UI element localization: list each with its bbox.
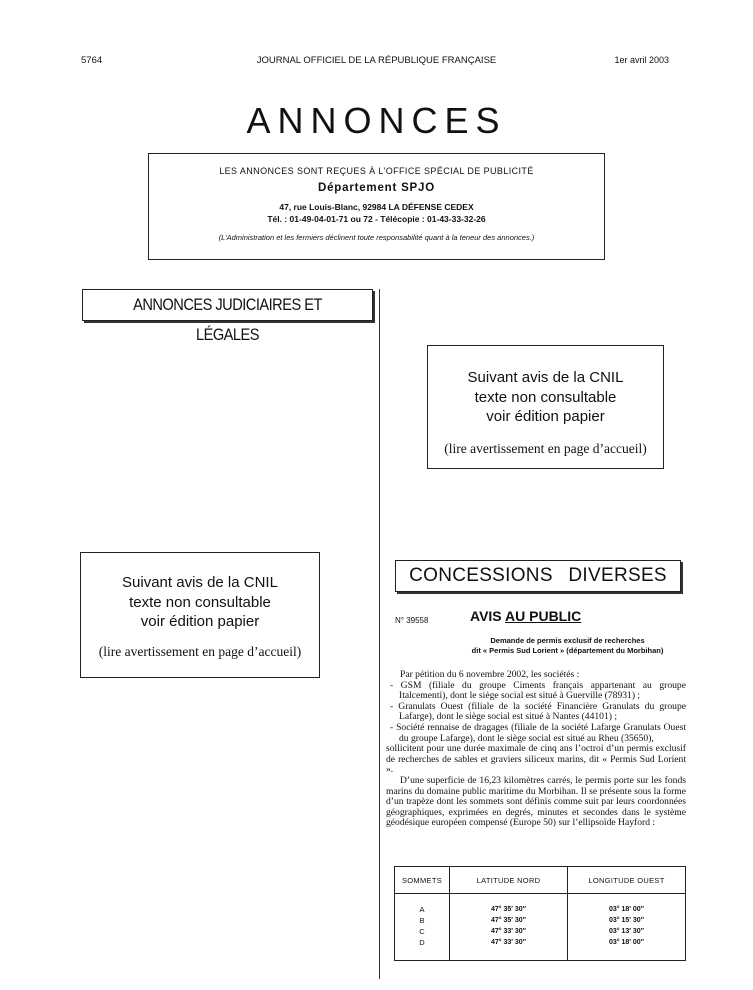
latitude-cell: 47° 35′ 30″: [490, 917, 527, 924]
concessions-title-word-1: CONCESSIONS: [409, 565, 553, 586]
table-row: [395, 894, 686, 961]
longitude-cell: 03° 15′ 30″: [608, 917, 645, 924]
column-divider: [379, 289, 380, 979]
cnil-notice-box: [427, 345, 664, 469]
table-header-row: [395, 867, 686, 894]
issue-date: 1er avril 2003: [614, 55, 669, 65]
concessions-section-header: [395, 560, 681, 592]
longitude-column: [568, 894, 686, 961]
avis-title: [470, 608, 581, 624]
notice-number: N° 39558: [395, 616, 429, 625]
spjo-disclaimer: (L’Administration et les fermiers déclinent toute responsabilité quant à la teneur des annonces.): [218, 233, 535, 242]
spjo-department: Département SPJO: [318, 182, 435, 194]
page-number: 5764: [81, 55, 103, 66]
judiciaires-section-header: [82, 289, 373, 344]
annonces-title: ANNONCES: [246, 100, 507, 141]
cnil-line-1: Suivant avis de la CNIL: [122, 574, 278, 591]
latitude-cell: 47° 35′ 30″: [490, 906, 527, 913]
cnil-line-1: Suivant avis de la CNIL: [467, 369, 624, 386]
header-longitude: LONGITUDE OUEST: [568, 867, 686, 894]
cnil-lire-avertissement: (lire avertissement en page d’accueil): [444, 440, 647, 456]
sommet-cell: A: [419, 905, 425, 914]
avis-title-underlined: AU PUBLIC: [505, 608, 582, 624]
demande-heading-line-2: dit « Permis Sud Lorient » (département du Morbihan): [471, 646, 664, 655]
longitude-cell: 03° 18′ 00″: [608, 906, 645, 913]
cnil-lire-avertissement: (lire avertissement en page d’accueil): [98, 643, 302, 659]
coordinates-table: [394, 866, 686, 961]
journal-title: JOURNAL OFFICIEL DE LA RÉPUBLIQUE FRANÇAISE: [256, 55, 497, 66]
cnil-line-3: voir édition papier: [486, 408, 605, 425]
paragraph-superficie: D’une superficie de 16,23 kilomètres carrés, le permis porte sur les fonds marins du domaine public maritime du Morbihan. Il se présente sous la forme d’un trapèze dont les sommets sont définis comme suit par leurs coordonnées géographiques, exprimées en degrés, minutes et secondes dans le système géodésique européen compensé (Europe 50) sur l’ellipsoïde Hayford :: [386, 774, 686, 829]
notice-body: [386, 670, 686, 829]
company-item: - Société rennaise de dragages (filiale de la société Lafarge Granulats Ouest du groupe Lafarge), dont le siège social est situé au Rheu (35650),: [390, 721, 686, 744]
demande-heading-line-1: Demande de permis exclusif de recherches: [490, 636, 645, 645]
cnil-line-2: texte non consultable: [129, 593, 271, 611]
longitude-cell: 03° 13′ 30″: [608, 928, 645, 935]
paragraph-intro: Par pétition du 6 novembre 2002, les sociétés :: [400, 669, 580, 680]
sommets-column: [395, 894, 450, 961]
latitude-cell: 47° 33′ 30″: [490, 928, 527, 935]
concessions-title-word-2: DIVERSES: [568, 565, 667, 586]
cnil-line-3: voir édition papier: [140, 613, 260, 630]
sommet-cell: C: [419, 927, 425, 936]
company-item: - GSM (filiale du groupe Ciments français appartenant au groupe Italcementi), dont le siège social est situé à Guerville (78931) ;: [390, 679, 686, 702]
sommet-cell: D: [419, 938, 425, 947]
cnil-notice-box: [80, 552, 320, 678]
sommet-cell: B: [419, 916, 425, 925]
header-sommets: SOMMETS: [395, 867, 450, 894]
latitude-column: [450, 894, 568, 961]
company-item: - Granulats Ouest (filiale de la société Financière Granulats du groupe Lafarge), dont le siège social est situé à Nantes (44101) ;: [390, 700, 686, 723]
longitude-cell: 03° 18′ 00″: [608, 939, 645, 946]
latitude-cell: 47° 33′ 30″: [490, 939, 527, 946]
cnil-line-2: texte non consultable: [474, 388, 617, 406]
judiciaires-title: ANNONCES JUDICIAIRES ET LÉGALES: [133, 295, 322, 344]
spjo-phone: Tél. : 01-49-04-01-71 ou 72 - Télécopie : 01-43-33-32-26: [267, 214, 486, 224]
header-latitude: LATITUDE NORD: [450, 867, 568, 894]
spjo-reception-line: LES ANNONCES SONT REÇUES À L’OFFICE SPÉCIAL DE PUBLICITÉ: [219, 166, 534, 176]
paragraph-sollicitent: sollicitent pour une durée maximale de cinq ans l’octroi d’un permis exclusif de recherches de sables et graviers siliceux marins, dit « Permis Sud Lorient ».: [386, 743, 686, 776]
spjo-info-box: [148, 153, 605, 260]
spjo-address: 47, rue Louis-Blanc, 92984 LA DÉFENSE CEDEX: [279, 202, 474, 212]
concessions-title: [396, 561, 680, 591]
avis-title-prefix: AVIS: [470, 608, 506, 624]
